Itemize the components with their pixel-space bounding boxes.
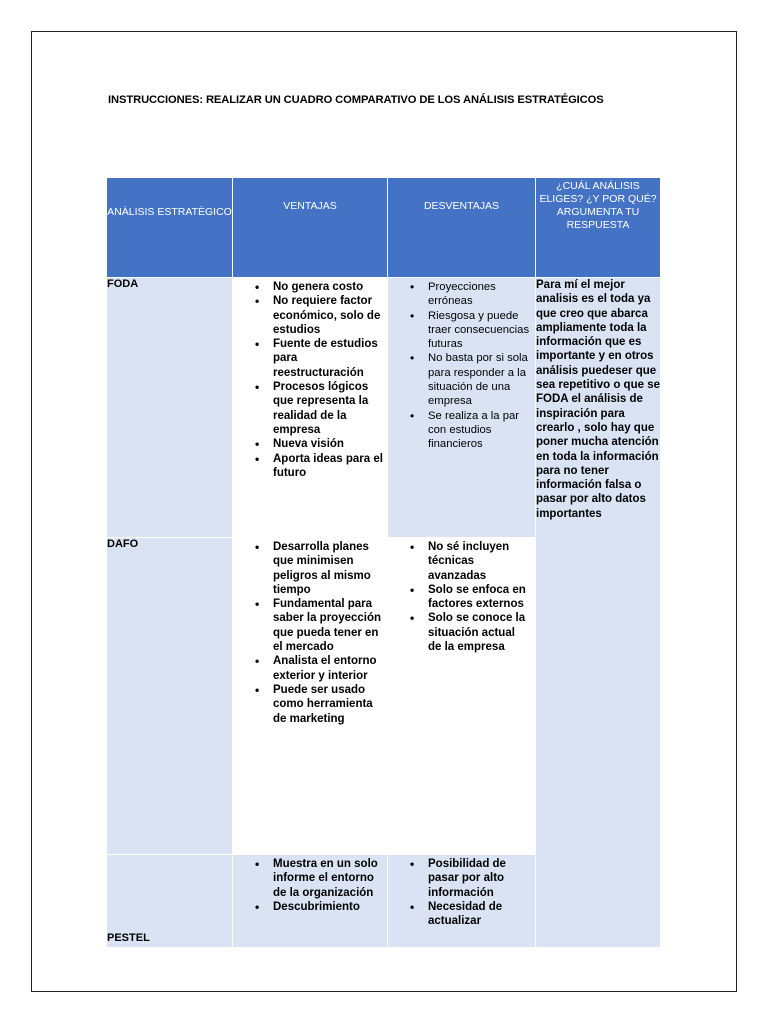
- list-item: • Aporta ideas para el futuro: [273, 452, 383, 481]
- list-item: • Analista el entorno exterior y interior: [273, 654, 383, 683]
- row-label-pestel: PESTEL: [107, 855, 233, 948]
- desventajas-cell: [388, 855, 536, 948]
- comparison-table: [106, 177, 661, 948]
- list-item: • Solo se conoce la situación actual de la empresa: [428, 611, 531, 654]
- row-label-foda: FODA: [107, 278, 233, 538]
- desventajas-cell: [388, 278, 536, 538]
- list-item: • Solo se enfoca en factores externos: [428, 583, 531, 612]
- desventajas-list: [388, 278, 535, 452]
- instructions-heading: INSTRUCCIONES: REALIZAR UN CUADRO COMPARATIVO DE LOS ANÁLISIS ESTRATÉGICOS: [108, 94, 604, 106]
- header-desventajas: DESVENTAJAS: [388, 178, 536, 278]
- table-header-row: [107, 178, 661, 278]
- list-item: • No genera costo: [273, 280, 383, 294]
- opinion-cell: Para mí el mejor analisis es el toda ya que creo que abarca ampliamente toda la información que es importante y en otros análisis puedeser que sea repetitivo o que se FODA el análisis de inspiración para crearlo , solo hay que poner mucha atención en toda la información para no tener información falsa o pasar por alto datos importantes: [536, 278, 661, 948]
- list-item: • Fundamental para saber la proyección que pueda tener en el mercado: [273, 597, 383, 654]
- list-item: • Fuente de estudios para reestructuración: [273, 337, 383, 380]
- header-ventajas: VENTAJAS: [233, 178, 388, 278]
- list-item: • Riesgosa y puede traer consecuencias futuras: [428, 309, 531, 352]
- list-item: • Se realiza a la par con estudios financieros: [428, 409, 531, 452]
- list-item: • No requiere factor económico, solo de estudios: [273, 294, 383, 337]
- list-item: • Proyecciones erróneas: [428, 280, 531, 309]
- ventajas-cell: [233, 538, 388, 855]
- desventajas-list: [388, 538, 535, 654]
- ventajas-list: [233, 538, 387, 726]
- ventajas-list: [233, 278, 387, 480]
- ventajas-list: [233, 855, 387, 914]
- row-label-dafo: DAFO: [107, 538, 233, 855]
- list-item: • Posibilidad de pasar por alto información: [428, 857, 531, 900]
- list-item: • Necesidad de actualizar: [428, 900, 531, 929]
- ventajas-cell: [233, 278, 388, 538]
- desventajas-cell: [388, 538, 536, 855]
- list-item: • Procesos lógicos que representa la realidad de la empresa: [273, 380, 383, 437]
- desventajas-list: [388, 855, 535, 928]
- list-item: • Puede ser usado como herramienta de marketing: [273, 683, 383, 726]
- list-item: • Muestra en un solo informe el entorno de la organización: [273, 857, 383, 900]
- table-row: [107, 278, 661, 538]
- list-item: • No sé incluyen técnicas avanzadas: [428, 540, 531, 583]
- list-item: • Descubrimiento: [273, 900, 383, 914]
- list-item: • Desarrolla planes que minimisen peligros al mismo tiempo: [273, 540, 383, 597]
- list-item: • No basta por si sola para responder a la situación de una empresa: [428, 351, 531, 408]
- header-eleccion: ¿CUÁL ANÁLISIS ELIGES? ¿Y POR QUÉ? ARGUMENTA TU RESPUESTA: [536, 178, 661, 278]
- header-analisis: ANÀLISIS ESTRATÈGICO: [107, 178, 233, 278]
- list-item: • Nueva visión: [273, 437, 383, 451]
- ventajas-cell: [233, 855, 388, 948]
